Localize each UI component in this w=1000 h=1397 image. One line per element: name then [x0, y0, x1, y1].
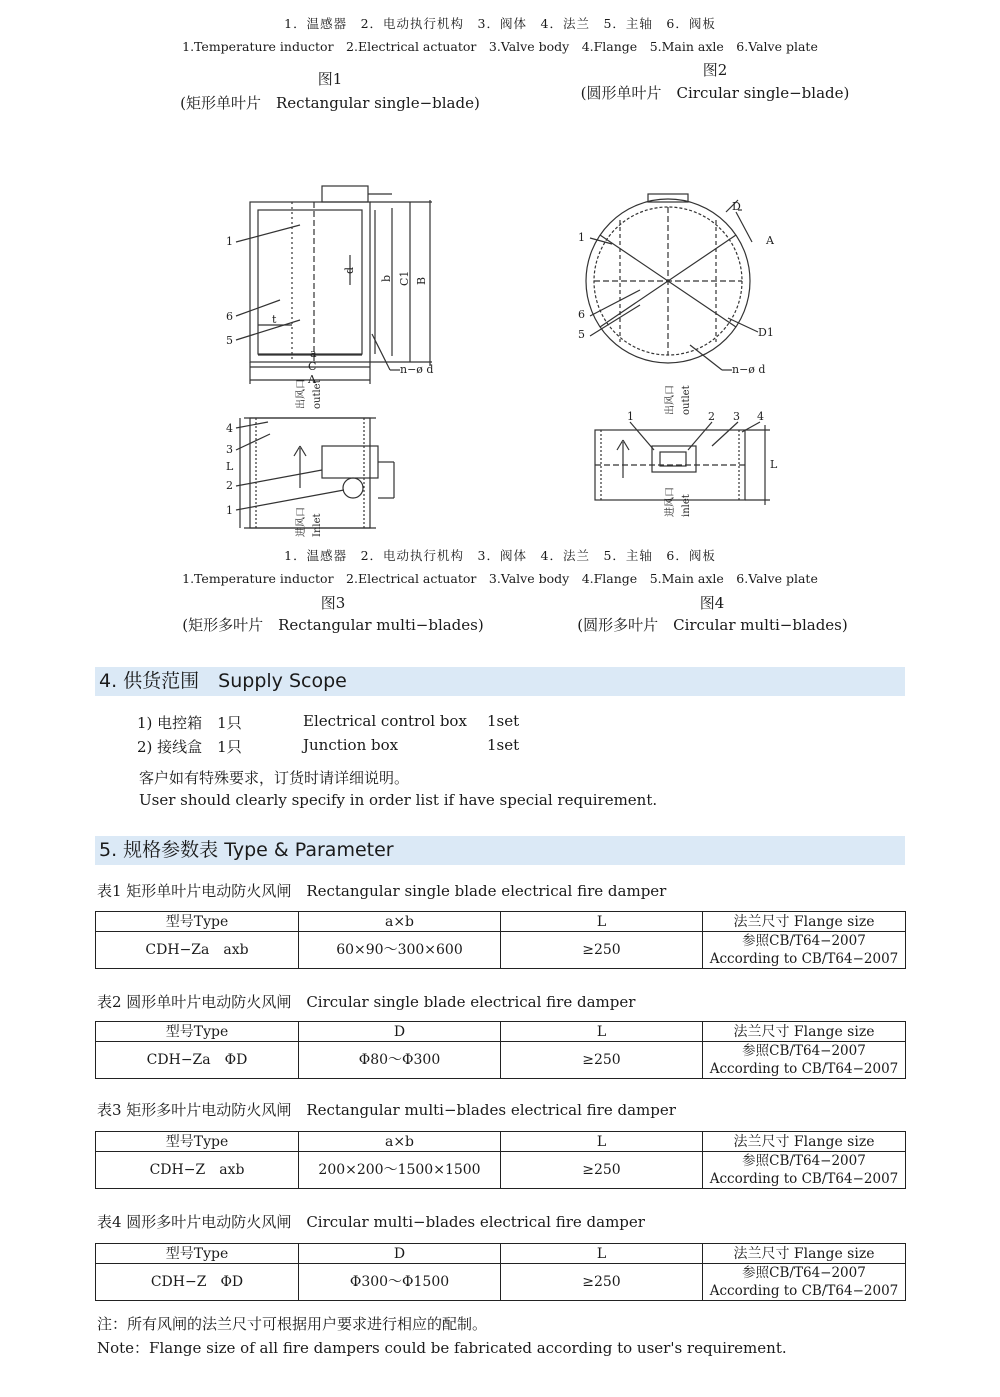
round-dim-L: L: [770, 458, 778, 471]
table1: [95, 911, 906, 969]
fig1-caption: (矩形单叶片 Rectangular single−blade): [180, 94, 480, 112]
table4-header-size: D: [299, 1244, 501, 1264]
fig4-caption: (圆形多叶片 Circular multi−blades): [577, 616, 848, 634]
table3-cell-L: ≥250: [501, 1152, 703, 1189]
supply-note-cn: 客户如有特殊要求，订货时请详细说明。: [139, 769, 410, 787]
table3-caption: 表3 矩形多叶片电动防火风闸 Rectangular multi−blades electrical fire damper: [97, 1101, 676, 1119]
section4-heading: 4. 供货范围 Supply Scope: [95, 667, 905, 696]
footnote-cn: 注：所有风闸的法兰尺寸可根据用户要求进行相应的配制。: [97, 1315, 488, 1333]
rect-hole-note: n−ø d: [400, 363, 434, 376]
round-front-view: [586, 194, 758, 370]
table3-header-type: 型号Type: [96, 1132, 299, 1152]
table1-caption: 表1 矩形单叶片电动防火风闸 Rectangular single blade electrical fire damper: [97, 882, 667, 900]
table4-caption: 表4 圆形多叶片电动防火风闸 Circular multi−blades electrical fire damper: [97, 1213, 645, 1231]
table3-cell-flange: [703, 1152, 906, 1189]
table2: [95, 1021, 906, 1079]
table2-header-type: 型号Type: [96, 1022, 299, 1042]
table1-header-size: a×b: [299, 912, 501, 932]
table4-flange-cn: 参照CB/T64−2007: [742, 1265, 866, 1281]
round-side-num-4: 4: [757, 410, 764, 423]
footnote-en: Note：Flange size of all fire dampers could be fabricated according to user's requirement.: [97, 1339, 787, 1357]
table2-cell-type: CDH−Za ΦD: [96, 1042, 299, 1079]
rect-front-num-6: 6: [226, 310, 233, 323]
rect-outlet-cn: 出风口: [296, 379, 307, 409]
fig4-label: 图4: [699, 594, 725, 612]
rect-side-view: [236, 418, 394, 528]
table4-header-flange: 法兰尺寸 Flange size: [703, 1244, 906, 1264]
table2-header-flange: 法兰尺寸 Flange size: [703, 1022, 906, 1042]
table2-cell-flange: [703, 1042, 906, 1079]
table3-header-size: a×b: [299, 1132, 501, 1152]
table1-cell-L: ≥250: [501, 932, 703, 969]
table3-header-L: L: [501, 1132, 703, 1152]
table4: [95, 1243, 906, 1301]
table2-cell-size: Φ80～Φ300: [299, 1042, 501, 1079]
table4-cell-L: ≥250: [501, 1264, 703, 1301]
rect-side-num-2: 2: [226, 479, 233, 492]
table2-cell-L: ≥250: [501, 1042, 703, 1079]
table2-caption: 表2 圆形单叶片电动防火风闸 Circular single blade electrical fire damper: [97, 993, 636, 1011]
table1-cell-type: CDH−Za axb: [96, 932, 299, 969]
supply-item-2-qty: 1set: [487, 736, 520, 754]
table2-flange-cn: 参照CB/T64−2007: [742, 1043, 866, 1059]
rect-dim-C: C: [308, 360, 317, 373]
supply-item-1-cn: 1) 电控箱 1只: [137, 714, 242, 732]
table3-cell-type: CDH−Z axb: [96, 1152, 299, 1189]
rect-dim-L: L: [226, 460, 234, 473]
table3-header-flange: 法兰尺寸 Flange size: [703, 1132, 906, 1152]
round-inlet-cn: 进风口: [665, 487, 676, 517]
rect-front-num-5: 5: [226, 334, 233, 347]
table3-flange-cn: 参照CB/T64−2007: [742, 1153, 866, 1169]
table2-header-size: D: [299, 1022, 501, 1042]
round-hole-note: n−ø d: [732, 363, 766, 376]
section5-heading: 5. 规格参数表 Type & Parameter: [95, 836, 905, 865]
rect-dim-A: A: [308, 373, 316, 386]
rect-side-num-3: 3: [226, 443, 233, 456]
rect-dim-t: t: [272, 313, 277, 326]
round-inlet-en: inlet: [681, 494, 692, 517]
round-front-num-5: 5: [578, 328, 585, 341]
table4-cell-flange: [703, 1264, 906, 1301]
round-dim-D1: D1: [758, 326, 774, 339]
legend-top-cn: 1．温感器 2．电动执行机构 3．阀体 4．法兰 5．主轴 6．阀板: [284, 16, 716, 31]
round-dim-D: D: [732, 200, 741, 213]
table4-cell-type: CDH−Z ΦD: [96, 1264, 299, 1301]
supply-item-2-cn: 2) 接线盒 1只: [137, 738, 242, 756]
round-side-num-1: 1: [627, 410, 634, 423]
table4-cell-size: Φ300～Φ1500: [299, 1264, 501, 1301]
round-front-num-6: 6: [578, 308, 585, 321]
rect-side-num-1: 1: [226, 504, 233, 517]
round-outlet-cn: 出风口: [665, 385, 676, 415]
table2-flange-en: According to CB/T64−2007: [709, 1061, 899, 1077]
table1-header-type: 型号Type: [96, 912, 299, 932]
round-side-num-2: 2: [708, 410, 715, 423]
table1-cell-flange: [703, 932, 906, 969]
supply-item-2-en: Junction box: [303, 736, 399, 754]
technical-drawings: [0, 170, 1000, 540]
supply-note-en: User should clearly specify in order list if have special requirement.: [139, 791, 658, 809]
rect-side-num-4: 4: [226, 422, 233, 435]
fig2-label: 图2: [702, 61, 728, 79]
rect-dim-d: d: [343, 266, 356, 274]
table4-header-L: L: [501, 1244, 703, 1264]
legend-bottom-cn: 1．温感器 2．电动执行机构 3．阀体 4．法兰 5．主轴 6．阀板: [284, 548, 716, 563]
table1-flange-en: According to CB/T64−2007: [709, 951, 899, 967]
rect-front-num-1: 1: [226, 235, 233, 248]
table1-header-flange: 法兰尺寸 Flange size: [703, 912, 906, 932]
fig3-label: 图3: [320, 594, 346, 612]
table4-header-type: 型号Type: [96, 1244, 299, 1264]
round-dim-A: A: [766, 234, 774, 247]
table4-flange-en: According to CB/T64−2007: [709, 1283, 899, 1299]
rect-dim-B: B: [415, 276, 428, 285]
rect-dim-C1: C1: [398, 270, 411, 286]
table1-flange-cn: 参照CB/T64−2007: [742, 933, 866, 949]
table1-header-L: L: [501, 912, 703, 932]
round-outlet-en: outlet: [681, 385, 692, 415]
round-front-num-1: 1: [578, 231, 585, 244]
table3: [95, 1131, 906, 1189]
supply-item-1-en: Electrical control box: [303, 712, 467, 730]
round-side-view: [595, 422, 770, 505]
table3-cell-size: 200×200～1500×1500: [299, 1152, 501, 1189]
legend-top-en: 1.Temperature inductor 2.Electrical actuator 3.Valve body 4.Flange 5.Main axle 6.Valve plate: [182, 39, 818, 54]
rect-dim-a: a: [310, 347, 317, 360]
rect-inlet-en: Inlet: [312, 513, 323, 537]
supply-item-1-qty: 1set: [487, 712, 520, 730]
fig1-label: 图1: [317, 70, 343, 88]
rect-outlet-en: outlet: [312, 379, 323, 409]
rect-inlet-cn: 进风口: [296, 507, 307, 537]
rect-dim-b: b: [380, 274, 393, 282]
table3-flange-en: According to CB/T64−2007: [709, 1171, 899, 1187]
legend-bottom-en: 1.Temperature inductor 2.Electrical actuator 3.Valve body 4.Flange 5.Main axle 6.Valve plate: [182, 571, 818, 586]
fig3-caption: (矩形多叶片 Rectangular multi−blades): [182, 616, 484, 634]
round-side-num-3: 3: [733, 410, 740, 423]
table1-cell-size: 60×90～300×600: [299, 932, 501, 969]
table2-header-L: L: [501, 1022, 703, 1042]
fig2-caption: (圆形单叶片 Circular single−blade): [580, 84, 850, 102]
